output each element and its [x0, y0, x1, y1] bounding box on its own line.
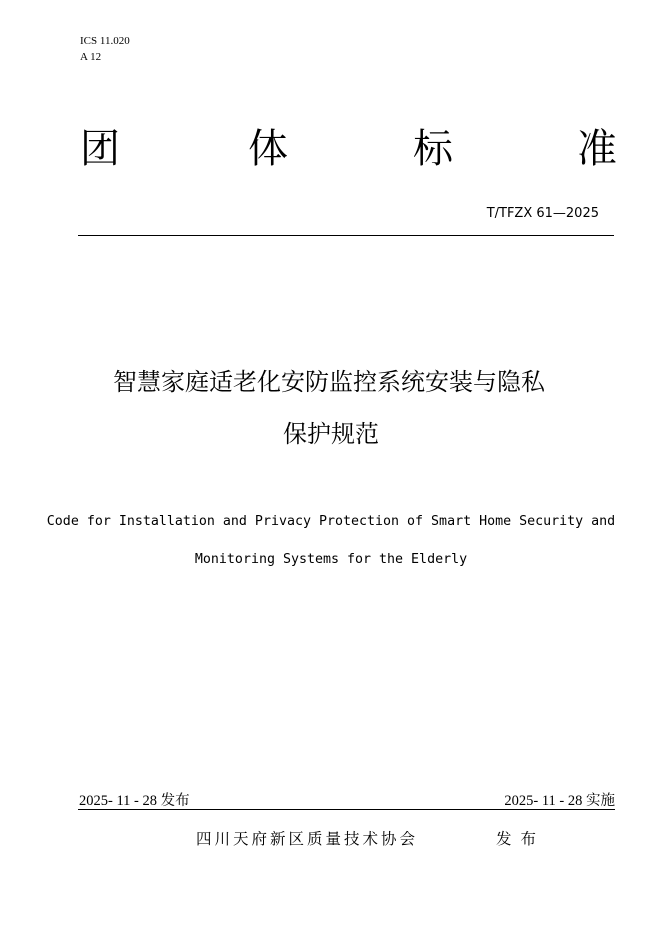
publish-label: 发布	[496, 830, 546, 848]
header-divider	[78, 235, 614, 236]
chinese-title-line-1: 智慧家庭适老化安防监控系统安装与隐私	[113, 368, 545, 396]
implementation-date: 2025- 11 - 28 实施	[504, 793, 615, 809]
footer-divider	[78, 809, 615, 810]
category-char-3: 标	[413, 126, 453, 172]
release-date: 2025- 11 - 28 发布	[79, 793, 190, 809]
chinese-title-line-2: 保护规范	[283, 420, 379, 448]
standard-number: T/TFZX 61—2025	[486, 206, 599, 221]
issuing-organization: 四川天府新区质量技术协会	[196, 830, 419, 848]
category-char-4: 准	[577, 126, 617, 172]
english-title-line-2: Monitoring Systems for the Elderly	[194, 552, 468, 567]
ics-code: ICS 11.020	[80, 35, 130, 47]
ccs-code: A 12	[80, 51, 102, 63]
standard-category-title	[80, 124, 625, 174]
category-char-2: 体	[248, 126, 288, 172]
english-title-line-1: Code for Installation and Privacy Protection of Smart Home Security and	[46, 514, 616, 529]
category-char-1: 团	[80, 126, 120, 172]
